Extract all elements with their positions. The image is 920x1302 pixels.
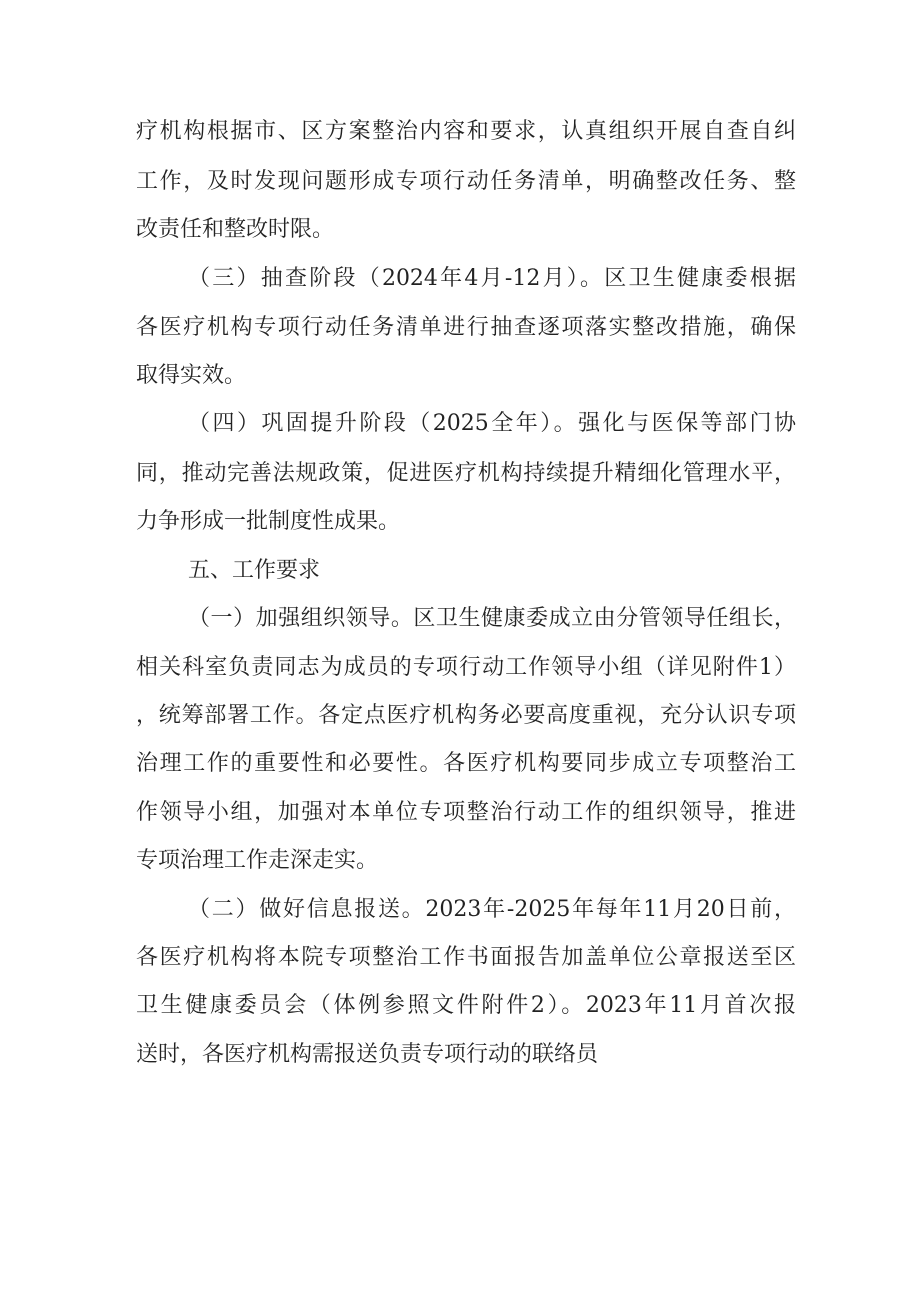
paragraph-line: （三）抽查阶段（2024年4月-12月）。区卫生健康委根据 bbox=[188, 266, 796, 291]
paragraph-line: 送时，各医疗机构需报送负责专项行动的联络员 bbox=[136, 1042, 599, 1067]
paragraph-line: 各医疗机构专项行动任务清单进行抽查逐项落实整改措施，确保 bbox=[136, 315, 796, 340]
paragraph-line: 同，推动完善法规政策，促进医疗机构持续提升精细化管理水平， bbox=[136, 461, 796, 486]
paragraph-line: 取得实效。 bbox=[136, 363, 247, 388]
paragraph-line: 卫生健康委员会（体例参照文件附件2）。2023年11月首次报 bbox=[136, 993, 796, 1018]
section-heading: 五、工作要求 bbox=[188, 558, 321, 583]
paragraph-line: 疗机构根据市、区方案整治内容和要求，认真组织开展自查自纠 bbox=[136, 119, 796, 144]
paragraph-line: ，统筹部署工作。各定点医疗机构务必要高度重视，充分认识专项 bbox=[136, 703, 796, 728]
paragraph-line: （一）加强组织领导。区卫生健康委成立由分管领导任组长， bbox=[188, 606, 796, 631]
paragraph-line: 专项治理工作走深走实。 bbox=[136, 848, 379, 873]
paragraph-line: 作领导小组，加强对本单位专项整治行动工作的组织领导，推进 bbox=[136, 800, 796, 825]
paragraph-line: （二）做好信息报送。2023年-2025年每年11月20日前， bbox=[188, 897, 796, 922]
paragraph-line: 治理工作的重要性和必要性。各医疗机构要同步成立专项整治工 bbox=[136, 751, 796, 776]
paragraph-line: （四）巩固提升阶段（2025全年）。强化与医保等部门协 bbox=[188, 411, 796, 436]
paragraph-line: 各医疗机构将本院专项整治工作书面报告加盖单位公章报送至区 bbox=[136, 945, 796, 970]
paragraph-line: 力争形成一批制度性成果。 bbox=[136, 509, 401, 534]
paragraph-line: 工作，及时发现问题形成专项行动任务清单，明确整改任务、整 bbox=[136, 169, 796, 194]
paragraph-line: 相关科室负责同志为成员的专项行动工作领导小组（详见附件1） bbox=[136, 655, 796, 680]
paragraph-line: 改责任和整改时限。 bbox=[136, 217, 335, 242]
